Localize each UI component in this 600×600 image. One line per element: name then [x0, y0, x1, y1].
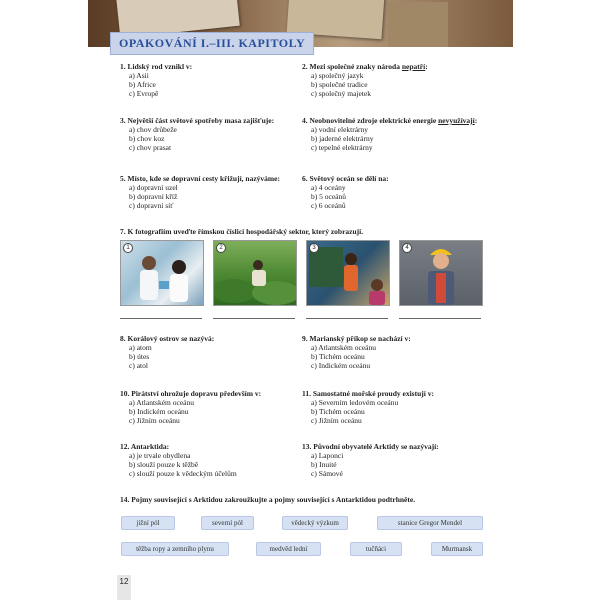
question-1 [120, 62, 192, 98]
question-heading: 3. Největší část světové spotřeby masa zajišťuje: [120, 116, 275, 125]
question-heading: 2. Mezi společné znaky národa nepatří: [302, 62, 428, 71]
option[interactable]: a) dopravní uzel [129, 183, 178, 192]
term-chip[interactable]: vědecký výzkum [282, 516, 348, 530]
question-6 [302, 174, 389, 210]
question-11 [302, 389, 434, 425]
question-heading: 13. Původní obyvatelé Arktidy se nazývají: [302, 442, 439, 451]
photo-worker [399, 240, 483, 306]
question-heading: 7. K fotografiím uveďte římskou číslicí hospodářský sektor, který zobrazují. [120, 227, 364, 236]
option[interactable]: c) slouží pouze k vědeckým účelům [129, 469, 237, 478]
photo-number: 1 [123, 243, 133, 253]
question-heading: 12. Antarktida: [120, 442, 170, 451]
option[interactable]: a) Severním ledovém oceánu [311, 398, 399, 407]
photo-number: 2 [216, 243, 226, 253]
option[interactable]: b) chov koz [129, 134, 165, 143]
term-chip[interactable]: jižní pól [121, 516, 175, 530]
question-2 [302, 62, 428, 98]
photo-farming [213, 240, 297, 306]
option[interactable]: c) dopravní síť [129, 201, 174, 210]
term-chip[interactable]: medvěd lední [256, 542, 321, 556]
term-chip[interactable]: Murmansk [431, 542, 483, 556]
banner-photo [388, 2, 448, 47]
option[interactable]: a) je trvale obydlena [129, 451, 191, 460]
question-heading: 5. Místo, kde se dopravní cesty křižují, nazýváme: [120, 174, 280, 183]
option[interactable]: a) Atlantském oceánu [129, 398, 194, 407]
answer-line[interactable] [306, 318, 388, 319]
question-heading: 1. Lidský rod vznikl v: [120, 62, 193, 71]
question-14 [120, 495, 415, 504]
page-title: OPAKOVÁNÍ I.–III. KAPITOLY [110, 32, 314, 55]
option[interactable]: b) útes [129, 352, 150, 361]
question-heading: 11. Samostatné mořské proudy existují v: [302, 389, 434, 398]
option[interactable]: b) Tichém oceánu [311, 407, 365, 416]
term-chip[interactable]: tučňáci [350, 542, 402, 556]
option[interactable]: c) chov prasat [129, 143, 172, 152]
option[interactable]: a) vodní elektrárny [311, 125, 369, 134]
question-9 [302, 334, 411, 370]
answer-line[interactable] [120, 318, 202, 319]
term-chip[interactable]: těžba ropy a zemního plynu [121, 542, 229, 556]
photo-number: 4 [402, 243, 412, 253]
question-3 [120, 116, 274, 152]
photo-laboratory [120, 240, 204, 306]
option[interactable]: c) tepelné elektrárny [311, 143, 373, 152]
photo-teacher [306, 240, 390, 306]
question-heading: 8. Korálový ostrov se nazývá: [120, 334, 215, 343]
option[interactable]: a) společný jazyk [311, 71, 364, 80]
question-5 [120, 174, 280, 210]
worker-scene-icon [400, 241, 482, 305]
option[interactable]: c) Indickém oceánu [311, 361, 371, 370]
question-heading: 6. Světový oceán se dělí na: [302, 174, 389, 183]
question-heading: 4. Neobnovitelné zdroje elektrické energie nevyužívají: [302, 116, 478, 125]
farming-scene-icon [214, 241, 296, 305]
option[interactable]: a) atom [129, 343, 152, 352]
option[interactable]: b) jaderné elektrárny [311, 134, 374, 143]
option[interactable]: c) Jižním oceánu [311, 416, 362, 425]
option[interactable]: b) Africe [129, 80, 156, 89]
option[interactable]: a) Atlantském oceánu [311, 343, 376, 352]
photo-number: 3 [309, 243, 319, 253]
option[interactable]: c) Sámové [311, 469, 343, 478]
sector-photos [120, 240, 482, 304]
answer-line[interactable] [213, 318, 295, 319]
option[interactable]: c) Jižním oceánu [129, 416, 180, 425]
question-8 [120, 334, 214, 370]
question-4 [302, 116, 477, 152]
option[interactable]: c) atol [129, 361, 148, 370]
option[interactable]: b) slouží pouze k těžbě [129, 460, 199, 469]
classroom-scene-icon [307, 241, 389, 305]
question-12 [120, 442, 237, 478]
option[interactable]: a) Asii [129, 71, 149, 80]
option[interactable]: b) dopravní kříž [129, 192, 178, 201]
page-number: 12 [117, 575, 131, 600]
option[interactable]: a) Laponci [311, 451, 344, 460]
term-chip[interactable]: severní pól [201, 516, 254, 530]
term-chip[interactable]: stanice Gregor Mendel [377, 516, 483, 530]
option[interactable]: b) společné tradice [311, 80, 368, 89]
option[interactable]: b) Tichém oceánu [311, 352, 365, 361]
option[interactable]: a) chov drůbeže [129, 125, 177, 134]
question-10 [120, 389, 261, 425]
option[interactable]: b) Indickém oceánu [129, 407, 189, 416]
option[interactable]: a) 4 oceány [311, 183, 346, 192]
question-13 [302, 442, 439, 478]
option[interactable]: b) 5 oceánů [311, 192, 346, 201]
option[interactable]: b) Inuité [311, 460, 337, 469]
question-heading: 14. Pojmy související s Arktidou zakroužkujte a pojmy související s Antarktidou podtrhněte. [120, 495, 416, 504]
option[interactable]: c) Evropě [129, 89, 159, 98]
question-heading: 9. Marianský příkop se nachází v: [302, 334, 411, 343]
laboratory-scene-icon [121, 241, 203, 305]
answer-line[interactable] [399, 318, 481, 319]
question-heading: 10. Pirátství ohrožuje dopravu především v: [120, 389, 262, 398]
option[interactable]: c) společný majetek [311, 89, 371, 98]
question-7 [120, 227, 363, 236]
option[interactable]: c) 6 oceánů [311, 201, 346, 210]
